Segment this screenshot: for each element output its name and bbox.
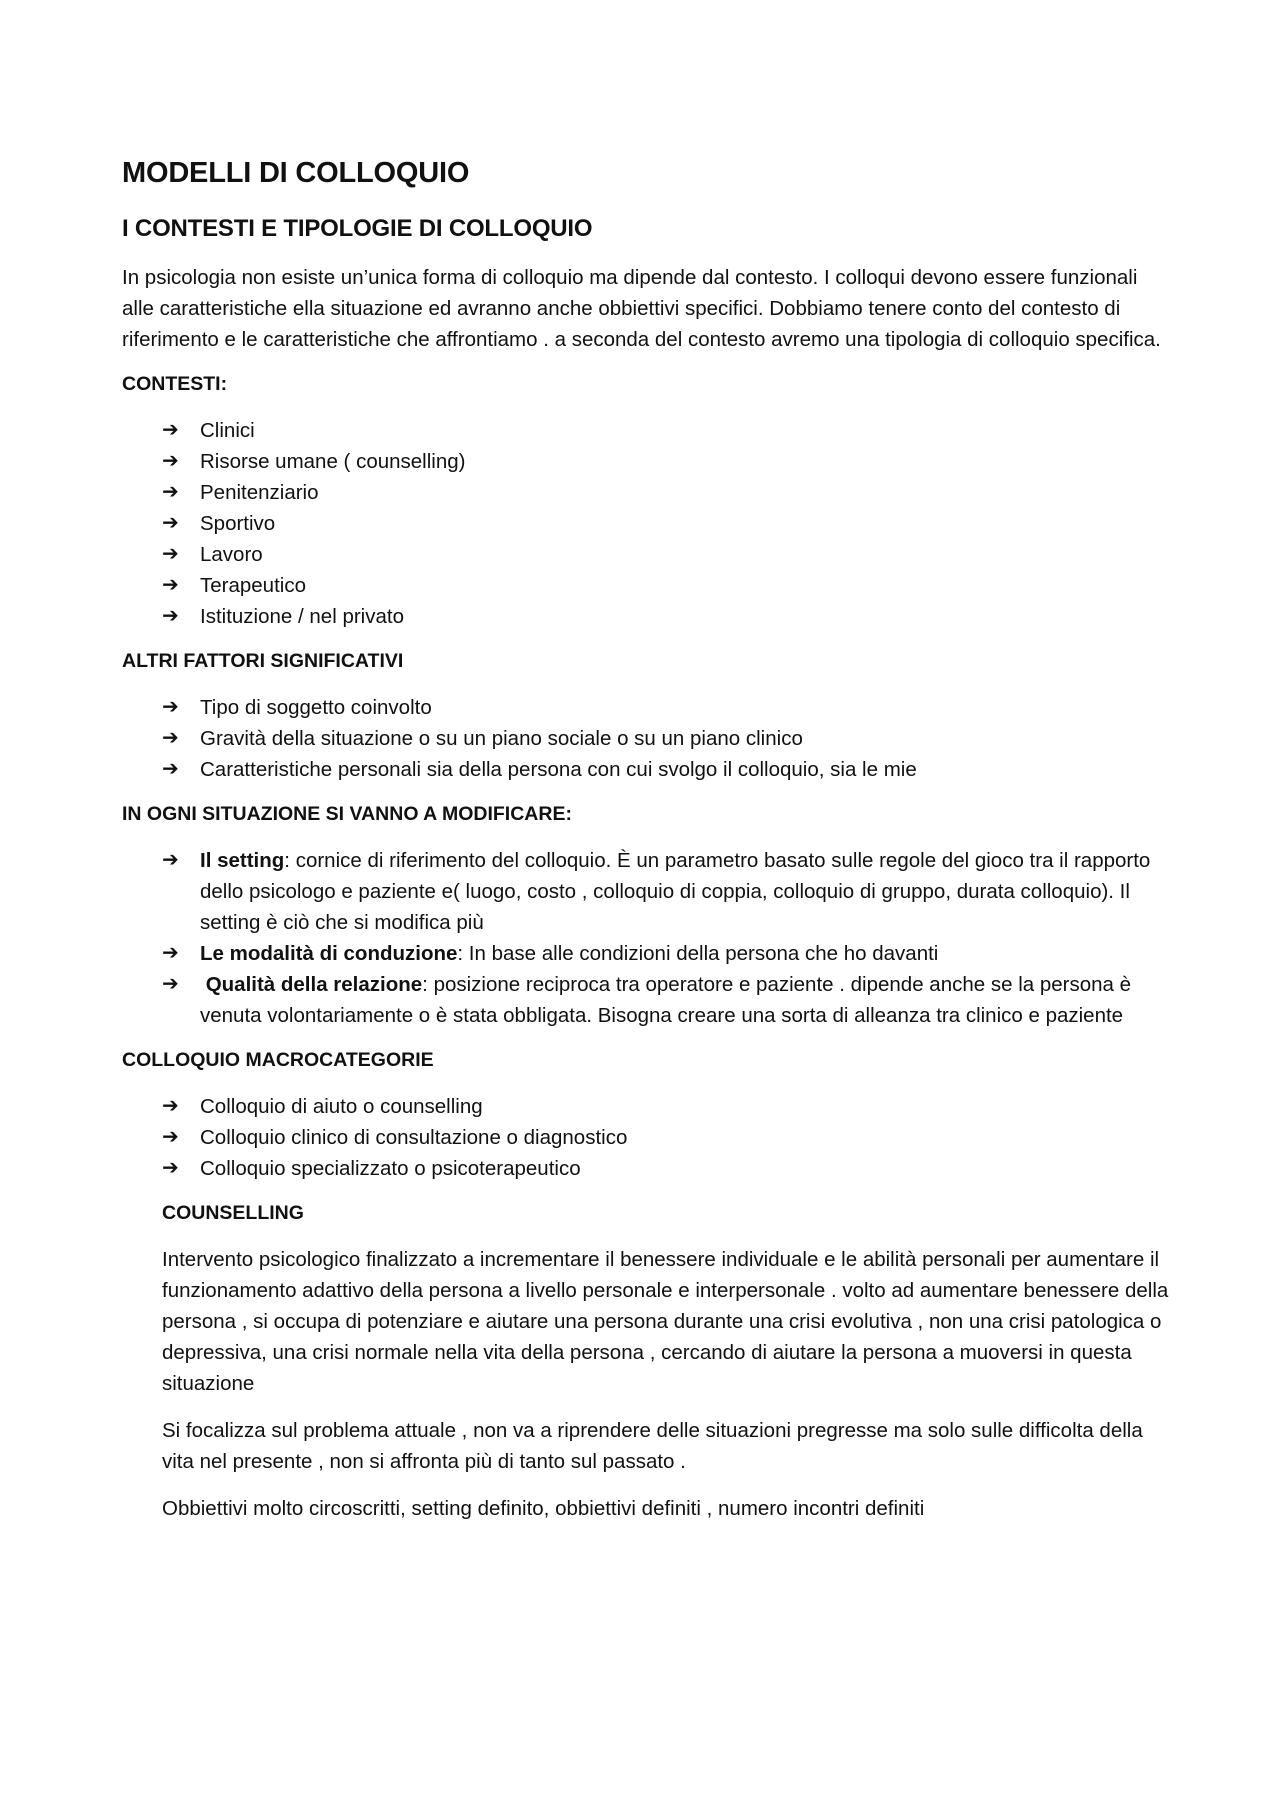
counselling-paragraph: Si focalizza sul problema attuale , non va a riprendere delle situazioni pregresse ma solo sulle difficolta della vita nel presente , non si affronta più di tanto sul passato . bbox=[162, 1418, 1143, 1473]
list-item: ➔ Penitenziario bbox=[162, 477, 1172, 508]
term: Il setting bbox=[200, 848, 285, 872]
modificare-label: IN OGNI SITUAZIONE SI VANNO A MODIFICARE: bbox=[122, 802, 572, 825]
section-heading: I CONTESTI E TIPOLOGIE DI COLLOQUIO bbox=[122, 214, 593, 242]
counselling-section bbox=[122, 1200, 1172, 1524]
arrow-icon: ➔ bbox=[162, 542, 179, 565]
list-item: ➔ Gravità della situazione o su un piano sociale o su un piano clinico bbox=[162, 723, 1172, 754]
list-item: ➔ Caratteristiche personali sia della persona con cui svolgo il colloquio, sia le mie bbox=[162, 754, 1172, 785]
document-page bbox=[122, 156, 1172, 1540]
arrow-icon: ➔ bbox=[162, 972, 179, 995]
arrow-icon: ➔ bbox=[162, 848, 179, 871]
arrow-icon: ➔ bbox=[162, 573, 179, 596]
list-item: ➔ Terapeutico bbox=[162, 570, 1172, 601]
contesti-label: CONTESTI: bbox=[122, 372, 228, 395]
list-item: ➔ Clinici bbox=[162, 415, 1172, 446]
list-item: ➔ Lavoro bbox=[162, 539, 1172, 570]
list-item: ➔ Risorse umane ( counselling) bbox=[162, 446, 1172, 477]
list-item: ➔ Sportivo bbox=[162, 508, 1172, 539]
modificare-list bbox=[122, 845, 1172, 1031]
arrow-icon: ➔ bbox=[162, 418, 179, 441]
arrow-icon: ➔ bbox=[162, 604, 179, 627]
arrow-icon: ➔ bbox=[162, 757, 179, 780]
list-item: ➔ Colloquio di aiuto o counselling bbox=[162, 1091, 1172, 1122]
list-item: ➔ Le modalità di conduzione: In base alle condizioni della persona che ho davanti bbox=[162, 938, 1172, 969]
list-item: ➔ Colloquio specializzato o psicoterapeutico bbox=[162, 1153, 1172, 1184]
list-item: ➔ Istituzione / nel privato bbox=[162, 601, 1172, 632]
arrow-icon: ➔ bbox=[162, 941, 179, 964]
intro-paragraph: In psicologia non esiste un’unica forma di colloquio ma dipende dal contesto. I colloqui devono essere funzionali alle caratteristiche ella situazione ed avranno anche obbiettivi specifici. Dobbiamo tenere conto del contesto di riferimento e le caratteristiche che affrontiamo . a seconda del contesto avremo una tipologia di colloquio specifica. bbox=[122, 265, 1161, 351]
arrow-icon: ➔ bbox=[162, 511, 179, 534]
counselling-label: COUNSELLING bbox=[162, 1201, 304, 1224]
arrow-icon: ➔ bbox=[162, 695, 179, 718]
macro-label: COLLOQUIO MACROCATEGORIE bbox=[122, 1048, 434, 1071]
fattori-label: ALTRI FATTORI SIGNIFICATIVI bbox=[122, 649, 404, 672]
list-item: ➔ Tipo di soggetto coinvolto bbox=[162, 692, 1172, 723]
macro-list bbox=[122, 1091, 1172, 1184]
counselling-paragraph: Intervento psicologico finalizzato a incrementare il benessere individuale e le abilità personali per aumentare il funzionamento adattivo della persona a livello personale e interpersonale . volto ad aumentare benessere della persona , si occupa di potenziare e aiutare una persona durante una crisi evolutiva , non una crisi patologica o depressiva, una crisi normale nella vita della persona , cercando di aiutare la persona a muoversi in questa situazione bbox=[162, 1247, 1169, 1395]
list-item: ➔ Il setting: cornice di riferimento del colloquio. È un parametro basato sulle regole del gioco tra il rapporto dello psicologo e paziente e( luogo, costo , colloquio di coppia, colloquio di gruppo, durata colloquio). Il setting è ciò che si modifica più bbox=[162, 845, 1172, 938]
page-title: MODELLI DI COLLOQUIO bbox=[122, 157, 470, 189]
list-item: ➔ Qualità della relazione: posizione reciproca tra operatore e paziente . dipende anche se la persona è venuta volontariamente o è stata obbligata. Bisogna creare una sorta di alleanza tra clinico e paziente bbox=[162, 969, 1172, 1031]
arrow-icon: ➔ bbox=[162, 480, 179, 503]
arrow-icon: ➔ bbox=[162, 726, 179, 749]
term: Qualità della relazione bbox=[205, 972, 423, 996]
term: Le modalità di conduzione bbox=[200, 941, 458, 965]
list-item: ➔ Colloquio clinico di consultazione o diagnostico bbox=[162, 1122, 1172, 1153]
fattori-list bbox=[122, 692, 1172, 785]
arrow-icon: ➔ bbox=[162, 449, 179, 472]
arrow-icon: ➔ bbox=[162, 1156, 179, 1179]
arrow-icon: ➔ bbox=[162, 1094, 179, 1117]
contesti-list bbox=[122, 415, 1172, 632]
counselling-paragraph: Obbiettivi molto circoscritti, setting definito, obbiettivi definiti , numero incontri definiti bbox=[162, 1496, 925, 1520]
arrow-icon: ➔ bbox=[162, 1125, 179, 1148]
